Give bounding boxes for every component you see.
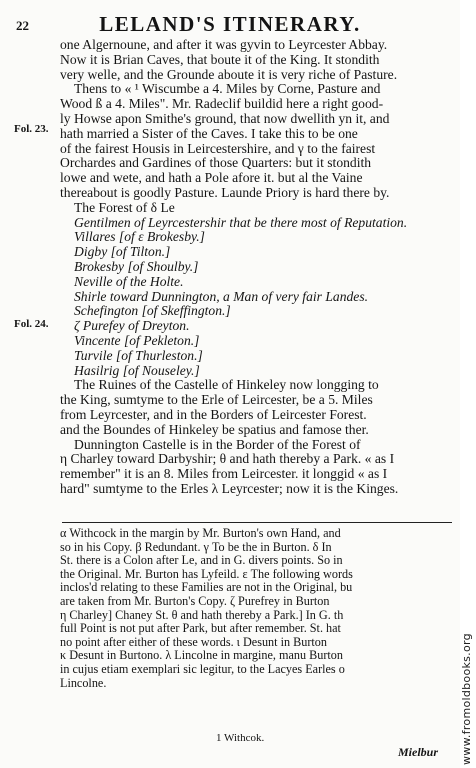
note-line: so in his Copy. β Redundant. γ To be the in Burton. δ In [60, 539, 332, 554]
note-line: full Point is not put after Park, but after remember. St. hat [60, 621, 341, 636]
margin-note-fol-23: Fol. 23. [14, 123, 49, 135]
watermark-strip [460, 0, 476, 768]
catchword: Mielbur [398, 745, 439, 759]
note-line: no point after either of these words. ι Desunt in Burton [60, 634, 327, 649]
list-item: Turvile [of Thurleston.] [74, 347, 203, 363]
note-line: are taken from Mr. Burton's Copy. ζ Purefrey in Burton [60, 593, 330, 608]
list-item: Shirle toward Dunnington, a Man of very fair Landes. [74, 288, 369, 304]
text-line: Orchardes and Gardines of those Quarters: but it stondith [60, 155, 372, 171]
list-item: Digby [of Tilton.] [74, 244, 171, 260]
text-line: Gentilmen of Leyrcestershir that be there most of Reputation. [74, 214, 408, 230]
page-header [16, 12, 444, 38]
text-line: from Leyrcester, and in the Borders of Leircester Forest. [60, 406, 367, 422]
text-line: and the Boundes of Hinkeley be spatius and famose ther. [60, 421, 369, 437]
editorial-notes [60, 527, 452, 690]
text-line: of the fairest Housis in Leircestershire, and γ to the fairest [60, 140, 376, 156]
text-line: The Forest of δ Le [74, 199, 175, 215]
text-line: Wood ß a 4. Miles". Mr. Radeclif buildid here a right good- [60, 96, 384, 112]
text-line: The Ruines of the Castelle of Hinkeley now longging to [74, 377, 379, 393]
text-line: Dunnington Castelle is in the Border of the Forest of [74, 436, 361, 452]
notes-divider [62, 522, 452, 523]
list-item: Vincente [of Pekleton.] [74, 332, 200, 348]
body-text [60, 38, 452, 497]
text-line: remember" it is an 8. Miles from Leircester. it longgid « as I [60, 466, 388, 482]
list-item: Villares [of ε Brokesby.] [74, 229, 205, 245]
note-line: η Charley] Chaney St. θ and hath thereby a Park.] In G. th [60, 607, 344, 622]
list-item: Schefington [of Skeffington.] [74, 303, 231, 319]
list-item: Hasilrig [of Nouseley.] [74, 362, 200, 378]
note-line: the Original. Mr. Burton has Lyfeild. ε The following words [60, 566, 353, 581]
text-line: Now it is Brian Caves, that boute it of the King. It stondith [60, 51, 380, 67]
note-line: inclos'd relating to these Families are not in the Original, bu [60, 580, 353, 595]
page-footnote: 1 Withcok. [216, 732, 265, 744]
text-line: very welle, and the Grounde aboute it is very riche of Pasture. [60, 66, 398, 82]
text-line: Thens to « ¹ Wiscumbe a 4. Miles by Corne, Pasture and [74, 81, 381, 97]
text-line: η Charley toward Darbyshir; θ and hath thereby a Park. « as I [60, 451, 395, 467]
text-line: hard" sumtyme to the Erles λ Leyrcester; now it is the Kinges. [60, 480, 399, 496]
page-number: 22 [16, 18, 29, 33]
note-line: Lincolne. [60, 675, 107, 690]
list-item: Neville of the Holte. [74, 273, 184, 289]
list-item: ζ Purefey of Dreyton. [74, 318, 190, 334]
text-line: one Algernoune, and after it was gyvin to Leyrcester Abbay. [60, 37, 388, 52]
note-line: St. there is a Colon after Le, and in G. divers points. So in [60, 553, 343, 568]
watermark-text: www.fromoldbooks.org [460, 633, 473, 765]
text-line: thereabout is goodly Pasture. Launde Priory is hard there by. [60, 184, 390, 200]
text-line: the King, sumtyme to the Erle of Leircester, be a 5. Miles [60, 392, 373, 408]
text-line: hath married a Sister of the Caves. I take this to be one [60, 125, 358, 141]
list-item: Brokesby [of Shoulby.] [74, 258, 199, 274]
note-line: κ Desunt in Burtono. λ Lincolne in margine, manu Burton [60, 648, 343, 663]
text-line: lowe and wete, and hath a Pole afore it. but al the Vaine [60, 170, 363, 186]
note-line: α Withcock in the margin by Mr. Burton's own Hand, and [60, 526, 341, 540]
gentry-list [60, 230, 452, 378]
margin-note-fol-24: Fol. 24. [14, 318, 49, 330]
note-line: in cujus etiam exemplari sic legitur, to the Lacyes Earles o [60, 661, 345, 676]
running-title: LELAND'S ITINERARY. [99, 12, 361, 36]
text-line: ly Howse apon Smithe's ground, that now dwellith yn it, and [60, 110, 390, 126]
